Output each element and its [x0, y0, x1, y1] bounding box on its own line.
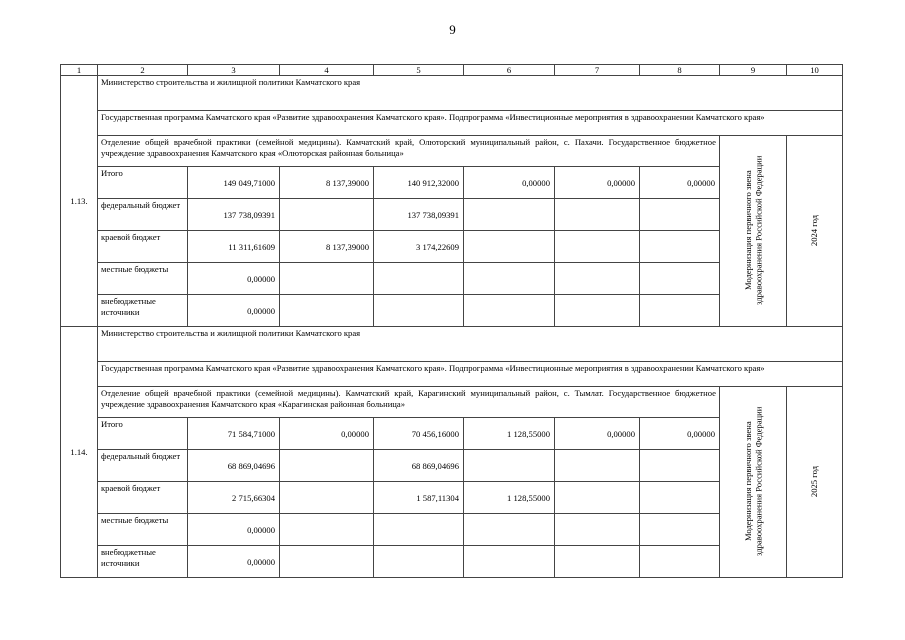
column-number: 2: [98, 65, 188, 76]
value-cell: [280, 514, 374, 546]
value-cell: [464, 450, 555, 482]
year-text: 2025 год: [809, 465, 820, 497]
item-number: 1.14.: [61, 327, 98, 578]
value-cell: 0,00000: [555, 167, 640, 199]
purpose-cell: [720, 136, 787, 327]
value-cell: 0,00000: [188, 514, 280, 546]
value-cell: [280, 199, 374, 231]
value-cell: [464, 199, 555, 231]
table-row: [61, 387, 843, 418]
value-cell: [464, 295, 555, 327]
value-cell: 71 584,71000: [188, 418, 280, 450]
column-number: 1: [61, 65, 98, 76]
value-cell: 0,00000: [640, 418, 720, 450]
value-cell: 0,00000: [280, 418, 374, 450]
value-cell: 68 869,04696: [374, 450, 464, 482]
value-cell: [464, 231, 555, 263]
value-cell: 11 311,61609: [188, 231, 280, 263]
value-cell: 0,00000: [188, 263, 280, 295]
value-cell: [640, 450, 720, 482]
value-cell: [374, 263, 464, 295]
column-number: 5: [374, 65, 464, 76]
value-cell: 1 128,55000: [464, 418, 555, 450]
column-number: 4: [280, 65, 374, 76]
value-cell: [555, 546, 640, 578]
program-name: Государственная программа Камчатского края «Развитие здравоохранения Камчатского края». Подпрограмма «Инвестиционные мероприятия в здравоохранении Камчатского края»: [98, 362, 843, 387]
value-cell: [464, 263, 555, 295]
value-cell: 0,00000: [188, 295, 280, 327]
value-cell: 0,00000: [640, 167, 720, 199]
purpose-text: Модернизация первичного звена здравоохранения Российской Федерации: [742, 155, 763, 305]
purpose-text: Модернизация первичного звена здравоохранения Российской Федерации: [742, 406, 763, 556]
row-label: федеральный бюджет: [98, 199, 188, 231]
value-cell: [280, 482, 374, 514]
ministry-name: Министерство строительства и жилищной политики Камчатского края: [98, 327, 843, 362]
value-cell: 70 456,16000: [374, 418, 464, 450]
value-cell: [640, 199, 720, 231]
item-number: 1.13.: [61, 76, 98, 327]
program-name: Государственная программа Камчатского края «Развитие здравоохранения Камчатского края». Подпрограмма «Инвестиционные мероприятия в здравоохранении Камчатского края»: [98, 111, 843, 136]
column-number: 3: [188, 65, 280, 76]
table-row: [61, 362, 843, 387]
ministry-name: Министерство строительства и жилищной политики Камчатского края: [98, 76, 843, 111]
value-cell: [374, 546, 464, 578]
value-cell: 149 049,71000: [188, 167, 280, 199]
value-cell: [280, 546, 374, 578]
table-row: [61, 136, 843, 167]
value-cell: 0,00000: [188, 546, 280, 578]
value-cell: 8 137,39000: [280, 231, 374, 263]
value-cell: 1 587,11304: [374, 482, 464, 514]
value-cell: [555, 450, 640, 482]
row-label: местные бюджеты: [98, 263, 188, 295]
value-cell: [640, 514, 720, 546]
page-number: 9: [449, 22, 456, 37]
row-label: краевой бюджет: [98, 231, 188, 263]
value-cell: 0,00000: [555, 418, 640, 450]
year-text: 2024 год: [809, 214, 820, 246]
column-number-row: [61, 65, 843, 76]
value-cell: [640, 482, 720, 514]
table-row: [61, 327, 843, 362]
value-cell: [555, 295, 640, 327]
value-cell: 1 128,55000: [464, 482, 555, 514]
value-cell: [464, 514, 555, 546]
column-number: 6: [464, 65, 555, 76]
row-label: местные бюджеты: [98, 514, 188, 546]
row-label: федеральный бюджет: [98, 450, 188, 482]
column-number: 8: [640, 65, 720, 76]
table-row: [61, 76, 843, 111]
value-cell: [464, 546, 555, 578]
year-cell: [787, 387, 843, 578]
value-cell: 2 715,66304: [188, 482, 280, 514]
value-cell: 137 738,09391: [188, 199, 280, 231]
budget-table: [60, 64, 843, 578]
value-cell: [640, 546, 720, 578]
value-cell: 8 137,39000: [280, 167, 374, 199]
row-label: Итого: [98, 418, 188, 450]
value-cell: [555, 199, 640, 231]
value-cell: [374, 295, 464, 327]
value-cell: [280, 263, 374, 295]
column-number: 7: [555, 65, 640, 76]
value-cell: [555, 514, 640, 546]
table-row: [61, 111, 843, 136]
value-cell: [640, 263, 720, 295]
column-number: 9: [720, 65, 787, 76]
value-cell: [555, 482, 640, 514]
row-label: Итого: [98, 167, 188, 199]
object-description: Отделение общей врачебной практики (семейной медицины). Камчатский край, Олюторский муниципальный район, с. Пахачи. Государственное бюджетное учреждение здравоохранения Камчатского края «Олюторская районная больница»: [98, 136, 720, 167]
value-cell: 140 912,32000: [374, 167, 464, 199]
value-cell: [374, 514, 464, 546]
row-label: внебюджетные источники: [98, 546, 188, 578]
value-cell: [280, 450, 374, 482]
value-cell: [640, 231, 720, 263]
purpose-cell: [720, 387, 787, 578]
value-cell: 3 174,22609: [374, 231, 464, 263]
value-cell: 137 738,09391: [374, 199, 464, 231]
row-label: краевой бюджет: [98, 482, 188, 514]
value-cell: [280, 295, 374, 327]
value-cell: [555, 263, 640, 295]
object-description: Отделение общей врачебной практики (семейной медицины). Камчатский край, Карагинский муниципальный район, с. Тымлат. Государственное бюджетное учреждение здравоохранения Камчатского края «Карагинская районная больница»: [98, 387, 720, 418]
year-cell: [787, 136, 843, 327]
value-cell: 68 869,04696: [188, 450, 280, 482]
value-cell: [555, 231, 640, 263]
value-cell: 0,00000: [464, 167, 555, 199]
row-label: внебюджетные источники: [98, 295, 188, 327]
column-number: 10: [787, 65, 843, 76]
value-cell: [640, 295, 720, 327]
